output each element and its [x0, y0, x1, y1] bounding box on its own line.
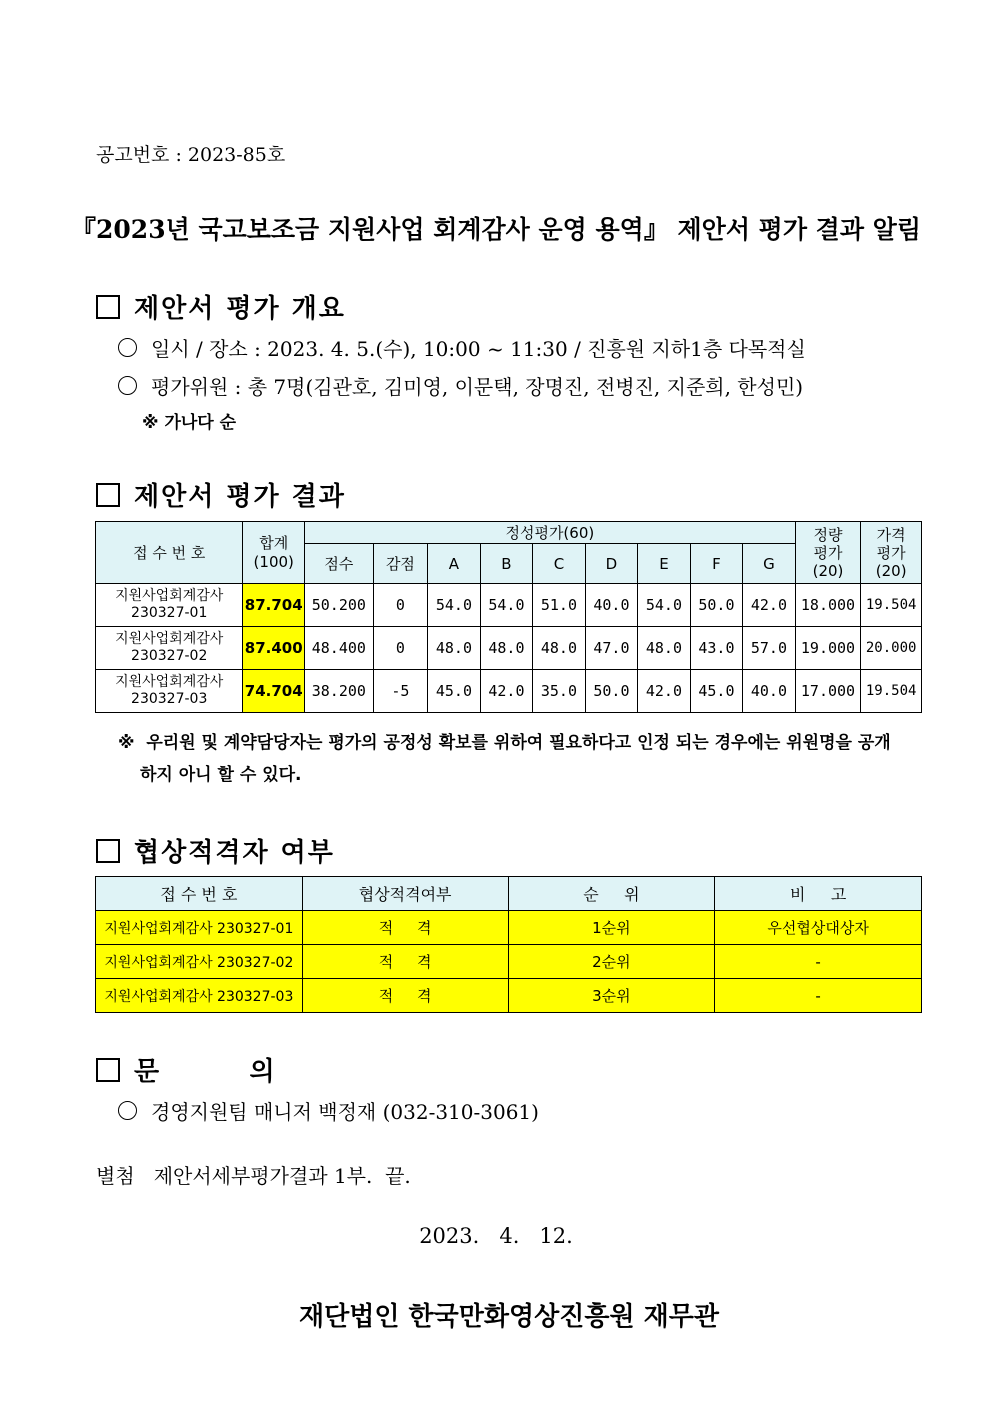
- d-cell: 47.0: [585, 627, 638, 670]
- results-note-line1: ※ 우리원 및 계약담당자는 평가의 공정성 확보를 위하여 필요하다고 인정 되는 경우에는 위원명을 공개: [118, 733, 891, 753]
- c-cell: 51.0: [533, 584, 586, 627]
- document-title: 『2023년 국고보조금 지원사업 회계감사 운영 용역』 제안서 평가 결과 알림: [71, 215, 921, 244]
- header-d: D: [585, 544, 638, 584]
- header-score: 점수: [305, 544, 374, 584]
- a-cell: 48.0: [428, 627, 481, 670]
- score-cell: 50.200: [305, 584, 374, 627]
- remark-cell: -: [715, 945, 922, 979]
- b-cell: 54.0: [480, 584, 533, 627]
- table-row: [96, 627, 922, 670]
- receipt-id-cell: 지원사업회계감사 230327-02: [96, 627, 243, 670]
- eligibility-table: [95, 876, 922, 1013]
- overview-item-evaluators-text: 평가위원 : 총 7명(김관호, 김미영, 이문택, 장명진, 전병진, 지준희, 한성민): [151, 375, 804, 399]
- receipt-id-cell: 지원사업회계감사 230327-01: [96, 584, 243, 627]
- remark-cell: -: [715, 979, 922, 1013]
- total-cell: 87.400: [243, 627, 305, 670]
- header-total: 합계 (100): [243, 522, 305, 584]
- table-row: [96, 584, 922, 627]
- header-b: B: [480, 544, 533, 584]
- score-cell: 48.400: [305, 627, 374, 670]
- deduction-cell: 0: [373, 627, 428, 670]
- header-remark: 비 고: [715, 877, 922, 911]
- inquiry-contact: [118, 1096, 539, 1125]
- b-cell: 42.0: [480, 670, 533, 713]
- section-overview-heading: [96, 288, 346, 325]
- rank-cell: 3순위: [508, 979, 715, 1013]
- g-cell: 40.0: [743, 670, 796, 713]
- issuer-name: 재단법인 한국만화영상진흥원 재무관: [299, 1302, 719, 1332]
- header-rank: 순 위: [508, 877, 715, 911]
- evaluation-results-table: [95, 521, 922, 713]
- circle-bullet-icon: [118, 338, 137, 357]
- c-cell: 35.0: [533, 670, 586, 713]
- e-cell: 54.0: [638, 584, 691, 627]
- quant-cell: 18.000: [795, 584, 861, 627]
- header-qualitative: 정성평가(60): [305, 522, 796, 544]
- header-receipt-no: 접 수 번 호: [96, 877, 303, 911]
- attachment-line: 별첨 제안서세부평가결과 1부. 끝.: [96, 1164, 411, 1188]
- rank-cell: 1순위: [508, 911, 715, 945]
- price-cell: 19.504: [861, 584, 922, 627]
- price-cell: 19.504: [861, 670, 922, 713]
- header-c: C: [533, 544, 586, 584]
- header-price: 가격 평가 (20): [861, 522, 922, 584]
- checkbox-square-icon: [96, 295, 120, 319]
- g-cell: 57.0: [743, 627, 796, 670]
- total-cell: 87.704: [243, 584, 305, 627]
- header-quantitative: 정량 평가 (20): [795, 522, 861, 584]
- eligibility-cell: 적 격: [302, 979, 508, 1013]
- receipt-id-cell: 지원사업회계감사 230327-03: [96, 670, 243, 713]
- table-row: [96, 945, 922, 979]
- d-cell: 50.0: [585, 670, 638, 713]
- section-eligibility-title: 협상적격자 여부: [134, 838, 335, 868]
- overview-item-datetime: [118, 333, 806, 362]
- g-cell: 42.0: [743, 584, 796, 627]
- table-row: [96, 670, 922, 713]
- header-a: A: [428, 544, 481, 584]
- overview-note: ※ 가나다 순: [142, 413, 237, 433]
- a-cell: 54.0: [428, 584, 481, 627]
- circle-bullet-icon: [118, 1101, 137, 1120]
- f-cell: 43.0: [690, 627, 743, 670]
- price-cell: 20.000: [861, 627, 922, 670]
- circle-bullet-icon: [118, 376, 137, 395]
- section-eligibility-heading: [96, 832, 335, 869]
- checkbox-square-icon: [96, 1058, 120, 1082]
- f-cell: 45.0: [690, 670, 743, 713]
- deduction-cell: -5: [373, 670, 428, 713]
- receipt-id-cell: 지원사업회계감사 230327-03: [96, 979, 303, 1013]
- inquiry-contact-text: 경영지원팀 매니저 백정재 (032-310-3061): [151, 1100, 539, 1124]
- quant-cell: 19.000: [795, 627, 861, 670]
- results-note-line2: 하지 아니 할 수 있다.: [140, 765, 302, 785]
- header-eligibility: 협상적격여부: [302, 877, 508, 911]
- f-cell: 50.0: [690, 584, 743, 627]
- section-inquiry-title: 문 의: [134, 1057, 277, 1087]
- header-g: G: [743, 544, 796, 584]
- d-cell: 40.0: [585, 584, 638, 627]
- section-inquiry-heading: [96, 1051, 277, 1088]
- e-cell: 42.0: [638, 670, 691, 713]
- total-cell: 74.704: [243, 670, 305, 713]
- quant-cell: 17.000: [795, 670, 861, 713]
- table-row: [96, 979, 922, 1013]
- rank-cell: 2순위: [508, 945, 715, 979]
- receipt-id-cell: 지원사업회계감사 230327-01: [96, 911, 303, 945]
- document-date: 2023. 4. 12.: [419, 1224, 573, 1248]
- section-results-title: 제안서 평가 결과: [134, 482, 346, 512]
- receipt-id-cell: 지원사업회계감사 230327-02: [96, 945, 303, 979]
- eligibility-cell: 적 격: [302, 945, 508, 979]
- a-cell: 45.0: [428, 670, 481, 713]
- section-overview-title: 제안서 평가 개요: [134, 294, 346, 324]
- overview-item-datetime-text: 일시 / 장소 : 2023. 4. 5.(수), 10:00 ~ 11:30 / 진흥원 지하1층 다목적실: [151, 337, 806, 361]
- section-results-heading: [96, 476, 346, 513]
- checkbox-square-icon: [96, 483, 120, 507]
- notice-number: 공고번호 : 2023-85호: [96, 144, 286, 166]
- header-deduction: 감점: [373, 544, 428, 584]
- header-f: F: [690, 544, 743, 584]
- eligibility-cell: 적 격: [302, 911, 508, 945]
- header-e: E: [638, 544, 691, 584]
- remark-cell: 우선협상대상자: [715, 911, 922, 945]
- overview-item-evaluators: [118, 371, 803, 400]
- checkbox-square-icon: [96, 839, 120, 863]
- score-cell: 38.200: [305, 670, 374, 713]
- b-cell: 48.0: [480, 627, 533, 670]
- deduction-cell: 0: [373, 584, 428, 627]
- header-receipt-no: 접 수 번 호: [96, 522, 243, 584]
- c-cell: 48.0: [533, 627, 586, 670]
- table-row: [96, 911, 922, 945]
- e-cell: 48.0: [638, 627, 691, 670]
